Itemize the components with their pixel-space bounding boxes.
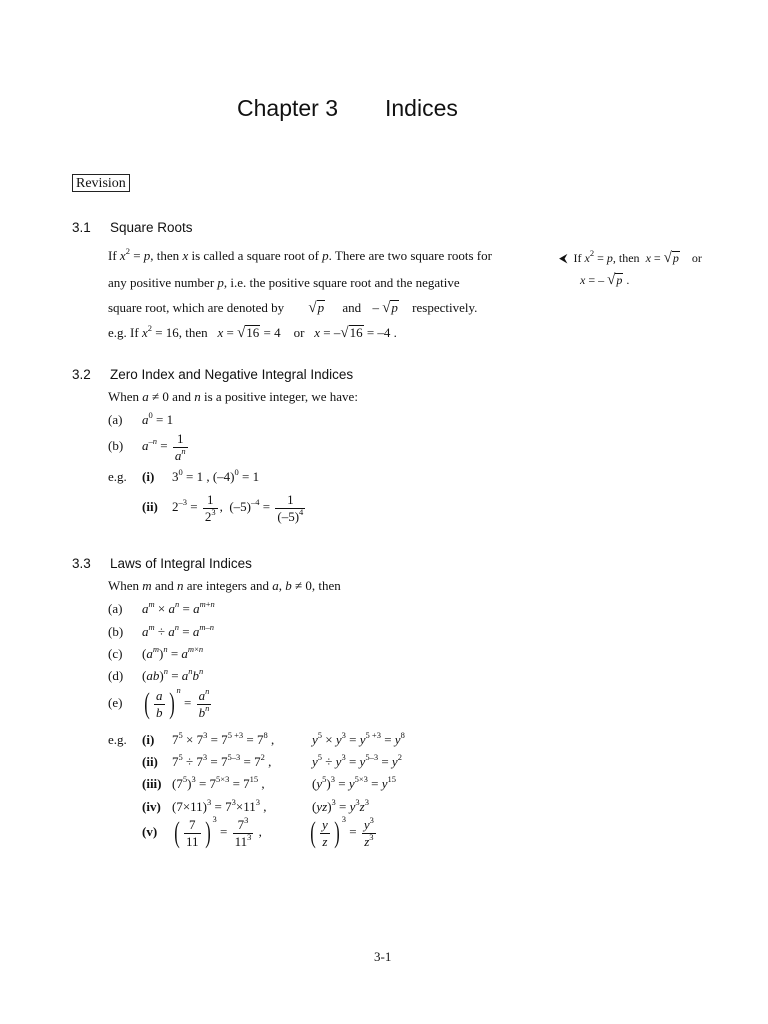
s31-line-3: square root, which are denoted by √p and – √p respectively. (108, 300, 478, 316)
side-note-line-1: ⮜ If $x^2 = p$, then x = √p or (559, 248, 702, 266)
s31-eg: e.g. If (108, 325, 142, 340)
s32-intro-text: is a positive integer, we have: (200, 389, 358, 404)
section-3-2-number: 3.2 (72, 367, 91, 382)
s33-law-e: (e) ( $\frac{a}{b}$ ) $^n$ = $\frac{a^n}{b^n}$ (108, 684, 210, 720)
section-3-3-heading: Laws of Integral Indices (110, 556, 252, 571)
s33-eg-iv-label: (iv) (142, 799, 161, 814)
s33-law-c: (c) $(a^m)^n = a^{m\times n}$ (108, 644, 204, 661)
s31-line-1: If $x^2 = p$, then x is called a square root of p. There are two square roots for (108, 246, 492, 263)
section-3-2-heading: Zero Index and Negative Integral Indices (110, 367, 354, 382)
s33-eg-iii: (iii) $(7^5)^3 = 7^{5\times 3} = 7^{15}$ , (142, 774, 265, 791)
s33-intro-d: , then (311, 578, 341, 593)
s32-rule-a: (a) $a^0 = 1$ (108, 410, 174, 427)
s31-or: or (293, 325, 305, 340)
s33-eg-i-right: $y^5 \times y^3 = y^{5 +3} = y^8$ (312, 730, 405, 747)
s32-intro: When a ≠ 0 and n is a positive integer, we have: (108, 389, 358, 404)
s33-label-b: (b) (108, 624, 124, 639)
s33-eg-iv: (iv) $(7\times 11)^3 = 7^3\times 11^3$ , (142, 797, 267, 814)
s33-intro: When m and n are integers and a, b ≠ 0, then (108, 578, 341, 593)
s31-line-2-text-b: , i.e. the positive square root and the negative (223, 275, 460, 290)
pointer-icon: ⮜ (559, 251, 568, 265)
s33-eg-ii-right: $y^5 \div y^3 = y^{5-3} = y^2$ (312, 752, 402, 769)
s31-respectively: respectively. (412, 300, 478, 315)
s33-label-e: (e) (108, 694, 123, 710)
s32-eg-ii-label: (ii) (142, 498, 158, 514)
s33-eg-iii-right: $(y^5)^3 = y^{5\times 3} = y^{15}$ (312, 774, 397, 791)
s33-law-b: (b) $a^m \div a^n = a^{m-n}$ (108, 622, 215, 639)
s33-eg-ii-label: (ii) (142, 754, 158, 769)
page-number: 3-1 (374, 949, 392, 964)
revision-box: Revision (72, 174, 130, 192)
s33-eg-v-label: (v) (142, 823, 158, 839)
s33-law-d: (d) $(ab)^n = a^nb^n$ (108, 666, 204, 683)
s32-label-b: (b) (108, 437, 124, 453)
s33-eg: e.g. (108, 732, 127, 747)
s33-label-d: (d) (108, 668, 124, 683)
s33-intro-a: When (108, 578, 143, 593)
side-note-or: or (691, 251, 702, 265)
s31-line-2-text-a: any positive number (108, 275, 218, 290)
s33-law-a: (a) $a^m \times a^n = a^{m+n}$ (108, 599, 215, 616)
s33-eg-v-right: ( $\frac{y}{z}$ ) $^3$ = $\frac{y^3}{z^3}$ (310, 813, 374, 849)
side-note-line-2: x = – √p . (580, 272, 630, 288)
section-3-1-heading: Square Roots (110, 220, 193, 235)
s33-eg-iii-label: (iii) (142, 776, 162, 791)
section-3-3-number: 3.3 (72, 556, 91, 571)
s31-line-3-text: square root, which are denoted by (108, 300, 285, 315)
s32-label-a: (a) (108, 412, 123, 427)
s33-eg-iv-right: $(yz)^3 = y^3z^3$ (312, 797, 369, 814)
s33-eg-i: e.g. (i) $7^5 \times 7^3 = 7^{5 +3} = 7^8$ , (108, 730, 275, 747)
s31-example: e.g. If $x^2 = 16$, then x = √16 = 4 or x = –√16 = –4 . (108, 323, 397, 341)
chapter-title: Indices (385, 95, 458, 121)
s32-eg-i-label: (i) (142, 469, 155, 484)
s33-intro-b: and (151, 578, 177, 593)
s32-rule-b: (b) $a^{-n}$ = $\frac{1}{a^n}$ (108, 431, 186, 463)
s32-eg-i: e.g. (i) $3^0 = 1$ , $(-4)^0 = 1$ (108, 467, 260, 484)
s33-eg-v: (v) ( $\frac{7}{11}$ ) $^3$ = $\frac{7^3}{11^3}$ , (142, 813, 262, 849)
s33-intro-c: are integers and (183, 578, 273, 593)
s33-eg-i-label: (i) (142, 732, 155, 747)
s33-eg-ii: (ii) $7^5 \div 7^3 = 7^{5-3} = 7^2$ , (142, 752, 272, 769)
s31-and: and (342, 300, 362, 315)
s33-label-c: (c) (108, 646, 123, 661)
revision-label (72, 176, 130, 191)
s32-eg: e.g. (108, 469, 127, 484)
s31-line-2: any positive number p, i.e. the positive square root and the negative (108, 275, 460, 290)
s33-label-a: (a) (108, 601, 123, 616)
s32-eg-ii: (ii) $2^{-3}$ = $\frac{1}{2^3}$ , $(-5)^{-4}$ = $\frac{1}{(-5)^4}$ (142, 492, 304, 524)
section-3-1-number: 3.1 (72, 220, 91, 235)
chapter-label: Chapter 3 (237, 95, 339, 121)
